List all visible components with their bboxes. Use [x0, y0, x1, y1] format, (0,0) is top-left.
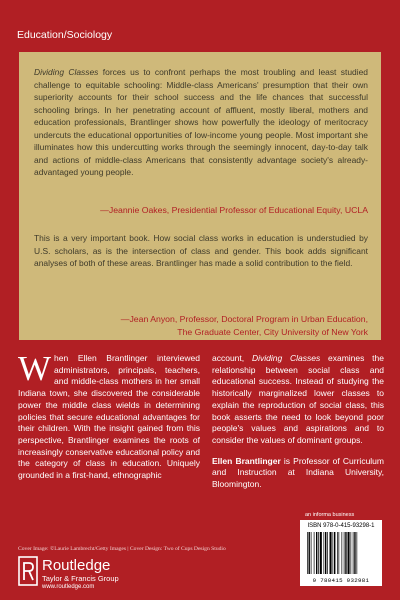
praise-quote-2: This is a very important book. How social class works in education is understudied by U.S. scholars, as is the intersection of class and gender. This book adds significant analyses of both of these areas. Brantlinger has made a solid contribution to the field. — [34, 233, 368, 268]
blurb-right-pre: account, — [212, 353, 252, 363]
publisher-group: Taylor & Francis Group — [42, 574, 119, 583]
isbn-text: ISBN 978-0-415-93298-1 — [307, 523, 375, 529]
praise-attribution-1: —Jeannie Oakes, Presidential Professor of Educational Equity, UCLA — [100, 205, 368, 215]
barcode-icon — [306, 532, 376, 574]
subject-category: Education/Sociology — [17, 29, 113, 41]
blurb-left-column — [18, 349, 200, 482]
author-name: Ellen Brantlinger — [212, 455, 281, 466]
routledge-logo-icon — [18, 556, 38, 586]
barcode-number: 9 780415 932981 — [312, 577, 370, 584]
cover-credits: Cover Image: ©Laurie Lambrecht/Getty Images | Cover Design: Two of Cups Design Studio — [18, 546, 226, 552]
publisher-url: www.routledge.com — [42, 584, 95, 590]
praise-quote-1 — [34, 66, 368, 179]
praise-attribution-2 — [121, 313, 368, 338]
blurb-left-text: hen Ellen Brantlinger interviewed administrators, principals, teachers, and middle-class mothers in her small Indiana town, she discovered the considerable power the middle class wields in determining policies that secure educational advantages for their children. With the insight gained from this perspective, Brantlinger examines the roots of increasingly conservative educational policy and the category of class in education. Uniquely grounded in a first-hand, ethnographic — [18, 353, 200, 481]
author-bio — [212, 456, 384, 491]
blurb-right-paragraph — [212, 353, 384, 447]
author-bio-text: is Professor of Curriculum and Instruction at Indiana University, Bloomington. — [212, 455, 384, 490]
blurb-right-column — [212, 353, 384, 491]
praise-attribution-2-line-2: The Graduate Center, City University of New York — [177, 326, 368, 337]
praise-attribution-2-line-1: —Jean Anyon, Professor, Doctoral Program in Urban Education, — [120, 314, 368, 324]
drop-cap: W — [18, 349, 52, 388]
publisher-name: Routledge — [42, 557, 111, 574]
publisher-block — [42, 558, 119, 591]
book-title-italic-2: Dividing Classes — [251, 353, 321, 363]
praise-panel — [19, 52, 381, 340]
book-title-italic: Dividing Classes — [34, 67, 99, 77]
informa-tagline: an informa business — [305, 512, 355, 518]
barcode-box — [300, 520, 382, 586]
praise-quote-1-body: forces us to confront perhaps the most troubling and least studied challenge to equitable schooling: Middle-class Americans' presumption that their own superiority accounts for their school success and the life chances that successful schooling brings. In her penetrating account of affluent, mostly liberal, mothers and education professionals, Brantlinger shows how powerfully the ideology of meritocracy undercuts the educational opportunities of low-income young people. Most important she illuminates how this undercutting works through the seemingly innocent, day-to-day talk and actions of middle-class Americans that consistently advantage society's already-advantaged young people. — [34, 67, 368, 177]
blurb-right-text: examines the relationship between social class and educational success. Instead of studying the historically marginalized lower classes to explain the reproduction of social class, this book asserts the need to look beyond poor people's values and aspirations and to consider the values of dominant groups. — [212, 353, 384, 445]
